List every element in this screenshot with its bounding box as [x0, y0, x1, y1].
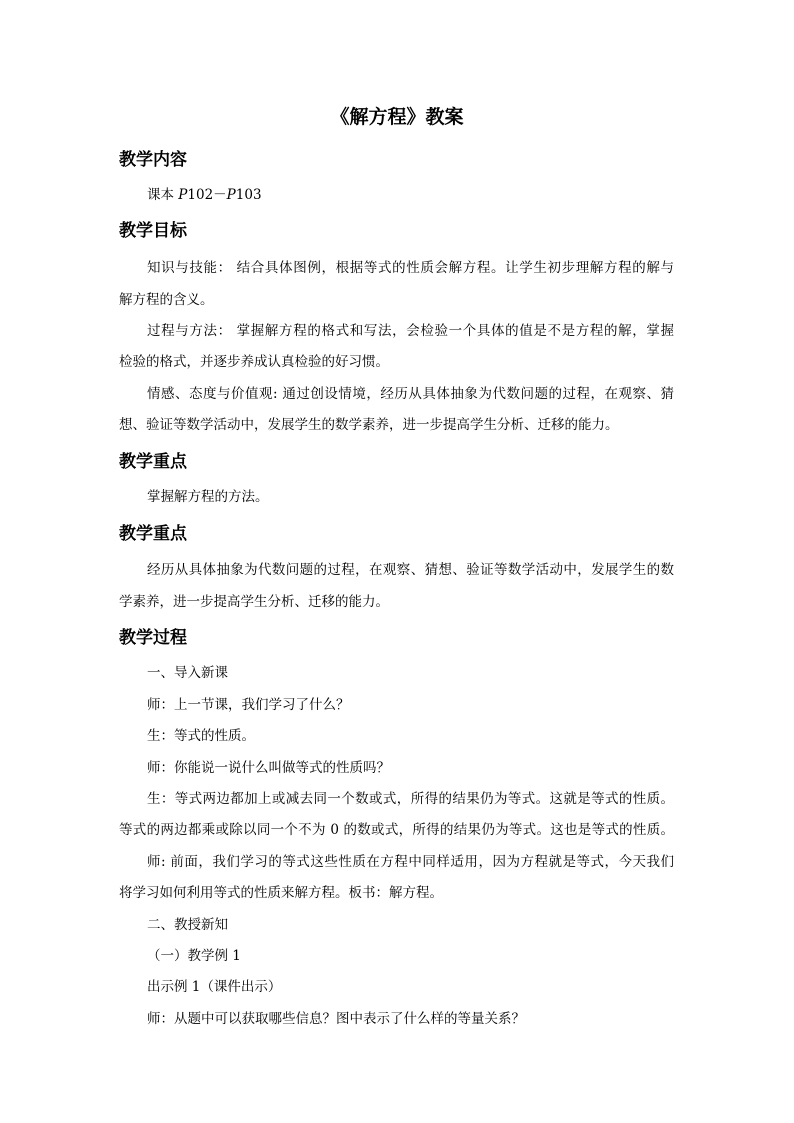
paragraph-line: 一、导入新课	[147, 665, 228, 681]
text-span: 102－	[187, 187, 227, 203]
text-span: 课本	[147, 187, 179, 203]
document-title: 《解方程》教案	[330, 106, 464, 128]
paragraph-line: 过程与方法： 掌握解方程的格式和写法，会检验一个具体的值是不是方程的解，掌握	[147, 323, 674, 339]
heading-key-points: 教学重点	[119, 452, 187, 472]
paragraph-line: 师：从题中可以获取哪些信息？图中表示了什么样的等量关系？	[147, 1011, 525, 1027]
text-span: 103	[235, 187, 262, 203]
paragraph-line: 情感、态度与价值观: 通过创设情境，经历从具体抽象为代数问题的过程，在观察、猜	[147, 386, 674, 402]
paragraph-line: 生：等式两边都加上或减去同一个数或式，所得的结果仍为等式。这就是等式的性质。	[147, 791, 674, 807]
paragraph-line: 解方程的含义。	[119, 292, 214, 308]
text-span: P	[178, 187, 188, 203]
heading-key-points-2: 教学重点	[119, 524, 187, 544]
paragraph-line: 将学习如何利用等式的性质来解方程。板书：解方程。	[119, 885, 443, 901]
paragraph-line: 检验的格式，并逐步养成认真检验的好习惯。	[119, 354, 389, 370]
paragraph-line: 师：上一节课，我们学习了什么？	[147, 697, 350, 713]
paragraph-line: 想、验证等数学活动中，发展学生的数学素养，进一步提高学生分析、迁移的能力。	[119, 417, 619, 433]
heading-teaching-goals: 教学目标	[119, 221, 187, 241]
paragraph-line: 二、教授新知	[147, 917, 228, 933]
paragraph-line: 师：你能说一说什么叫做等式的性质吗？	[147, 760, 390, 776]
paragraph-line: 等式的两边都乘或除以同一个不为 0 的数或式，所得的结果仍为等式。这也是等式的性质。	[119, 822, 674, 838]
paragraph-line: 经历从具体抽象为代数问题的过程，在观察、猜想、验证等数学活动中，发展学生的数	[147, 562, 674, 578]
paragraph-line: 师: 前面，我们学习的等式这些性质在方程中同样适用，因为方程就是等式，今天我们	[147, 854, 674, 870]
paragraph-line: 学素养，进一步提高学生分析、迁移的能力。	[119, 594, 389, 610]
heading-teaching-content: 教学内容	[119, 150, 187, 170]
paragraph-line: 出示例 1（课件出示）	[147, 979, 282, 995]
paragraph-line: （一）教学例 1	[147, 948, 241, 964]
paragraph-line: 知识与技能： 结合具体图例，根据等式的性质会解方程。让学生初步理解方程的解与	[147, 260, 674, 276]
heading-teaching-process: 教学过程	[119, 628, 187, 648]
text-span: P	[226, 187, 236, 203]
paragraph-line: 掌握解方程的方法。	[147, 489, 269, 505]
paragraph-line: 生：等式的性质。	[147, 728, 255, 744]
paragraph-textbook-pages	[147, 186, 262, 204]
